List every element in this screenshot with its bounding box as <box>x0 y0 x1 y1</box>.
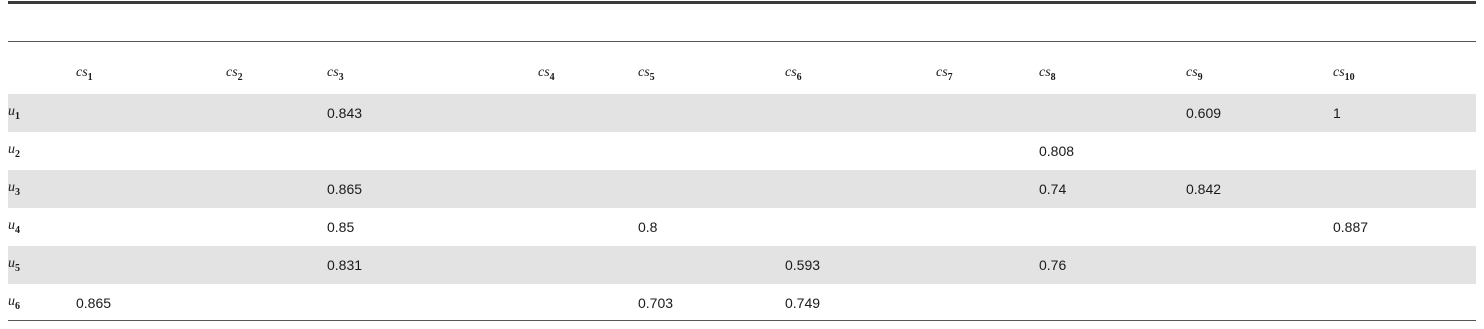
table-cell <box>638 170 785 208</box>
table-cell <box>1333 284 1476 322</box>
row-label-u4: $u_4$ <box>8 218 20 236</box>
row-label-u2: $u_2$ <box>8 142 20 160</box>
table-cell <box>936 284 1039 322</box>
table-cell: 0.85 <box>327 219 355 235</box>
table-cell: 0.703 <box>638 295 674 311</box>
row-label-u1: $u_1$ <box>8 94 76 132</box>
table-row-u5 <box>8 246 1476 284</box>
table-cell <box>226 208 327 246</box>
table-cell <box>1333 170 1476 208</box>
table-cell <box>538 132 638 170</box>
row-label-u6: $u_6$ <box>8 294 20 312</box>
table-cell <box>76 132 226 170</box>
row-label-u3: $u_3$ <box>8 170 76 208</box>
table-cell: 0.609 <box>1186 94 1333 132</box>
table-cell <box>638 94 785 132</box>
table-cell <box>76 94 226 132</box>
table-cell <box>226 284 327 322</box>
table-row-u6 <box>8 284 1476 322</box>
table-cell <box>638 246 785 284</box>
table-cell <box>1039 284 1186 322</box>
table-cell <box>1186 284 1333 322</box>
table-cell <box>538 246 638 284</box>
table-cell <box>1333 132 1476 170</box>
table-cell: 0.887 <box>1333 219 1369 235</box>
table-cell <box>226 246 327 284</box>
column-header-cs2: $cs_2$ <box>226 65 243 83</box>
table-cell <box>1333 246 1476 284</box>
table-cell <box>936 132 1039 170</box>
table-cell <box>936 246 1039 284</box>
table-cell: 0.593 <box>785 246 936 284</box>
column-header-cs8: $cs_8$ <box>1039 65 1056 83</box>
table-row-u3 <box>8 170 1476 208</box>
header-row <box>8 54 1476 94</box>
table-bottom-rule <box>8 320 1476 321</box>
column-header-cs7: $cs_7$ <box>936 65 953 83</box>
column-header-cs10: $cs_{10}$ <box>1333 65 1355 83</box>
table-cell <box>327 284 538 322</box>
table-cell: 1 <box>1333 94 1476 132</box>
table-cell <box>638 132 785 170</box>
table-cell: 0.865 <box>327 170 538 208</box>
table-cell: 0.843 <box>327 94 538 132</box>
table-row-u4 <box>8 208 1476 246</box>
table-cell <box>226 132 327 170</box>
table-cell <box>785 170 936 208</box>
table-cell <box>76 170 226 208</box>
table-cell: 0.842 <box>1186 170 1333 208</box>
table-cell <box>76 246 226 284</box>
table-cell <box>1039 94 1186 132</box>
table-cell <box>538 284 638 322</box>
column-header-cs4: $cs_4$ <box>538 65 555 83</box>
table-header-rule <box>8 41 1476 42</box>
table-cell <box>1186 246 1333 284</box>
table-cell <box>76 208 226 246</box>
table-row-u2 <box>8 132 1476 170</box>
corner-cell <box>8 54 76 94</box>
table-cell <box>226 170 327 208</box>
table-cell: 0.808 <box>1039 143 1075 159</box>
table-cell: 0.749 <box>785 295 821 311</box>
table-cell <box>226 94 327 132</box>
table-cell <box>785 132 936 170</box>
table-cell <box>538 208 638 246</box>
table-cell <box>538 94 638 132</box>
table-cell <box>1186 132 1333 170</box>
table-cell <box>1039 208 1186 246</box>
row-label-u5: $u_5$ <box>8 246 76 284</box>
table-cell <box>785 94 936 132</box>
column-header-cs5: $cs_5$ <box>638 65 655 83</box>
table-cell <box>538 170 638 208</box>
similarity-table <box>8 54 1476 322</box>
table-cell: 0.74 <box>1039 170 1186 208</box>
table-row-u1 <box>8 94 1476 132</box>
table-cell <box>936 208 1039 246</box>
table-cell <box>936 170 1039 208</box>
table-cell: 0.76 <box>1039 246 1186 284</box>
table-cell: 0.831 <box>327 246 538 284</box>
column-header-cs6: $cs_6$ <box>785 65 802 83</box>
table-cell <box>327 132 538 170</box>
table-cell: 0.8 <box>638 219 658 235</box>
table-top-rule <box>8 1 1476 4</box>
table-cell <box>936 94 1039 132</box>
column-header-cs9: $cs_9$ <box>1186 65 1203 83</box>
column-header-cs3: $cs_3$ <box>327 65 344 83</box>
column-header-cs1: $cs_1$ <box>76 65 93 83</box>
table-cell: 0.865 <box>76 295 112 311</box>
table-cell <box>1186 208 1333 246</box>
table-cell <box>785 208 936 246</box>
